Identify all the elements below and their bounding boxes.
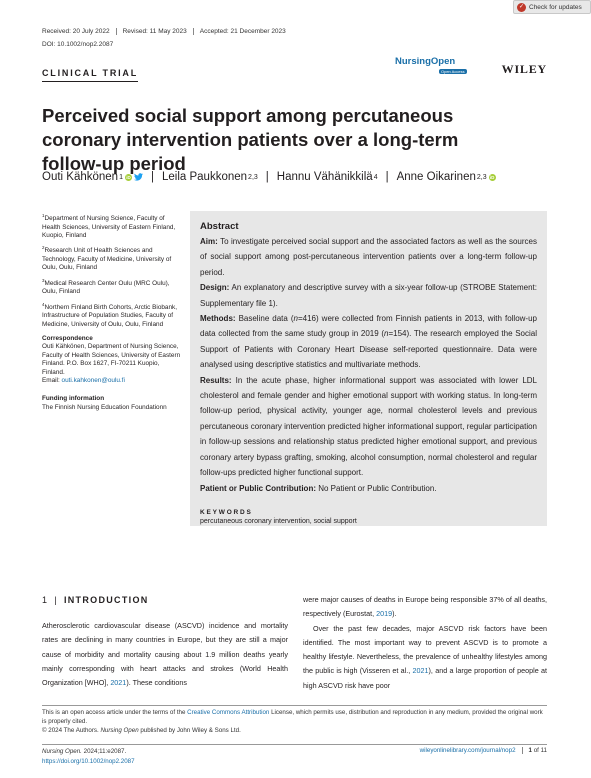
body-text: ). — [392, 609, 397, 619]
abstract-methods — [200, 311, 537, 373]
ppc-label: Patient or Public Contribution: — [200, 483, 316, 493]
citation-link[interactable]: 2021 — [110, 678, 127, 688]
methods-text: =154). The research employed the Social Support of Patients with Coronary Heart Disease self-reported questionnaire. Data were analysed using descriptive statistics and multivariate methods. — [200, 329, 537, 370]
affiliation-1 — [42, 212, 182, 240]
journal-logos — [395, 56, 547, 78]
intro-paragraph — [303, 593, 547, 622]
copyright-part: © 2024 The Authors. — [42, 726, 101, 734]
footer-divider — [42, 744, 547, 745]
affiliation-number: 3 — [42, 277, 45, 283]
abstract-heading: Abstract — [200, 221, 239, 232]
funding-heading: Funding information — [42, 395, 105, 403]
article-title: Perceived social support among percutaneous coronary intervention patients over a long-term follow-up period — [42, 105, 459, 174]
introduction-heading — [42, 595, 149, 605]
affiliation-number: 2 — [42, 245, 45, 251]
citation-line — [42, 747, 135, 757]
author-affiliation-sup: 2,3 — [476, 173, 487, 181]
article-doi: DOI: 10.1002/nop2.2087 — [42, 41, 114, 48]
abstract-aim — [200, 234, 537, 280]
author-separator: | — [265, 171, 269, 183]
methods-text: Baseline data ( — [235, 314, 294, 324]
methods-label: Methods: — [200, 314, 236, 324]
body-text: were major causes of deaths in Europe being responsible 37% of all deaths, respectively (Eurostat, — [303, 595, 547, 619]
check-for-updates-button[interactable] — [513, 0, 591, 14]
citation-link[interactable]: 2021 — [412, 666, 429, 676]
aim-label: Aim: — [200, 237, 218, 246]
affiliation-text: Department of Nursing Science, Faculty of Health Sciences, University of Eastern Finland, Kuopio, Finland — [42, 215, 176, 239]
intro-column-2 — [303, 593, 547, 693]
orcid-icon[interactable]: iD — [126, 174, 131, 180]
license-text — [42, 709, 547, 727]
body-text: ), and a large proportion of people at high ASCVD risk have poor — [303, 666, 547, 690]
results-text: In the acute phase, higher informational support was associated with lower LDL cholesterol and female gender and higher emotional support with working status. In long-term follow-up period, physical activity, younger age, normal cholesterol levels and previous percutaneous coronary intervention predicted higher informational support, regular participation in follow-up sessions and relationship status predicted higher emotional support, and previous coronary artery bypass grafting, smoking, alcohol consumption, normal cholesterol and regular follow-ups predicted higher functional support. — [200, 375, 537, 478]
footnote-divider — [42, 705, 547, 706]
page-total: of 11 — [531, 747, 547, 754]
copyright-journal: Nursing Open — [100, 726, 139, 734]
accepted-date: Accepted: 21 December 2023 — [199, 28, 286, 35]
author-name: Leila Paukkonen — [162, 171, 248, 183]
footer-citation — [42, 747, 135, 766]
copyright-text — [42, 727, 547, 736]
author-list — [42, 171, 496, 183]
twitter-icon[interactable] — [134, 173, 143, 181]
article-dates — [42, 28, 298, 35]
author-3[interactable] — [277, 171, 378, 183]
author-separator: | — [151, 171, 154, 183]
section-title: INTRODUCTION — [63, 595, 149, 605]
publisher-logo[interactable]: WILEY — [501, 62, 547, 76]
author-name: Hannu Vähänikkilä — [276, 171, 373, 183]
open-access-badge: Open Access — [441, 69, 465, 74]
author-name: Anne Oikarinen — [396, 171, 476, 183]
affiliation-3 — [42, 277, 182, 297]
design-text: An explanatory and descriptive survey with a six-year follow-up (STROBE Statement: Supplementary file 1). — [200, 283, 537, 308]
license-text-part: License, which permits use, distribution and reproduction in any medium, provided the original work is properly cited. — [42, 709, 543, 725]
license-footnote — [42, 709, 547, 735]
section-number: 1 — [42, 595, 49, 605]
citation-volume: 2024;11:e2087. — [81, 748, 127, 755]
author-name: Outi Kähkönen — [42, 171, 119, 183]
check-updates-icon: ✓ — [518, 3, 525, 10]
author-4[interactable] — [397, 171, 496, 183]
citation-link[interactable]: 2019 — [376, 609, 393, 619]
results-label: Results: — [200, 375, 232, 385]
intro-paragraph — [303, 622, 547, 693]
keywords-text: percutaneous coronary intervention, social support — [200, 517, 357, 525]
orcid-icon[interactable]: iD — [489, 174, 495, 180]
abstract-results — [200, 373, 537, 481]
abstract-box — [190, 211, 547, 526]
journal-logo[interactable]: NursingOpen — [395, 56, 456, 67]
keywords-heading: KEYWORDS — [200, 508, 253, 516]
body-text: Over the past few decades, major ASCVD risk factors have been identified. The most important way to prevent ASCVD is to promote a healthy lifestyle. Nevertheless, the prevalence of unhealthy lifestyles among the public is high (Visseren et al., — [303, 623, 547, 676]
license-text-part: This is an open access article under the terms of the — [42, 709, 188, 716]
page-number — [529, 747, 547, 754]
copyright-part: published by John Wiley & Sons Ltd. — [138, 726, 241, 734]
ppc-text: No Patient or Public Contribution. — [316, 483, 437, 493]
n-symbol: n — [293, 314, 298, 324]
affiliation-text: Northern Finland Birth Cohorts, Arctic Biobank, Infrastructure of Population Studies, Faculty of Medicine, University of Oulu, Oulu, Finland — [42, 303, 178, 328]
author-1[interactable] — [42, 171, 143, 183]
affiliation-4 — [42, 301, 182, 329]
author-info-sidebar — [42, 212, 182, 412]
design-label: Design: — [200, 283, 230, 293]
check-updates-label: Check for updates — [529, 3, 582, 11]
email-link[interactable]: outi.kahkonen@oulu.fi — [61, 377, 125, 384]
received-date: Received: 20 July 2022 — [42, 28, 117, 35]
author-affiliation-sup: 2,3 — [248, 173, 258, 181]
affiliation-text: Medical Research Center Oulu (MRC Oulu), Oulu, Finland — [42, 279, 170, 296]
author-2[interactable] — [162, 171, 258, 183]
affiliation-2 — [42, 244, 182, 272]
section-divider: | — [54, 595, 58, 605]
author-separator: | — [385, 171, 389, 183]
n-symbol: n — [384, 329, 389, 339]
correspondence-text: Outi Kähkönen, Department of Nursing Science, Faculty of Health Sciences, University of Eastern Finland. P.O. Box 1627, FI-70211 Kuopio, Finland. — [42, 343, 181, 376]
author-affiliation-sup: 1 — [119, 173, 123, 181]
citation-journal: Nursing Open. — [42, 748, 82, 755]
abstract-design — [200, 280, 537, 311]
funding-text: The Finnish Nursing Education Foundationn — [42, 403, 167, 411]
aim-text: To investigate perceived social support and the associated factors as well as the sources of social support among post-percutaneous intervention patients over a long-term follow-up period. — [200, 237, 537, 277]
email-label: Email: — [42, 377, 62, 384]
affiliation-number: 1 — [42, 213, 45, 218]
article-section-type: CLINICAL TRIAL — [42, 68, 138, 82]
correspondence-heading: Correspondence — [42, 334, 93, 342]
correspondence-email — [42, 377, 182, 385]
affiliation-text: Research Unit of Health Sciences and Technology, Faculty of Medicine, University of Oulu, Oulu, Finland — [42, 247, 172, 272]
methods-text: =416) were collected from Finnish patients in 2013, with follow-up data collected from the same study group in 2019 ( — [200, 314, 537, 339]
cc-license-link[interactable]: Creative Commons Attribution — [187, 709, 270, 716]
abstract-patient-contribution — [200, 481, 537, 496]
intro-column-1 — [42, 619, 288, 690]
affiliation-number: 4 — [42, 301, 45, 307]
revised-date: Revised: 11 May 2023 — [123, 28, 194, 35]
footer-right — [420, 747, 547, 754]
body-text: ). These conditions — [126, 678, 187, 688]
author-affiliation-sup: 4 — [373, 173, 378, 181]
footer-doi-link[interactable]: https://doi.org/10.1002/nop2.2087 — [42, 757, 135, 765]
journal-site-link[interactable]: wileyonlinelibrary.com/journal/nop2 — [420, 747, 523, 754]
page-current: 1 — [528, 747, 532, 754]
body-text: Atherosclerotic cardiovascular disease (ASCVD) incidence and mortality rates are declining in many countries in Europe, but they are still a major cause of morbidity and mortality causing about 1.9 million deaths yearly mainly corresponding with heart attacks and strokes (World Health Organization [WHO], — [42, 621, 288, 688]
